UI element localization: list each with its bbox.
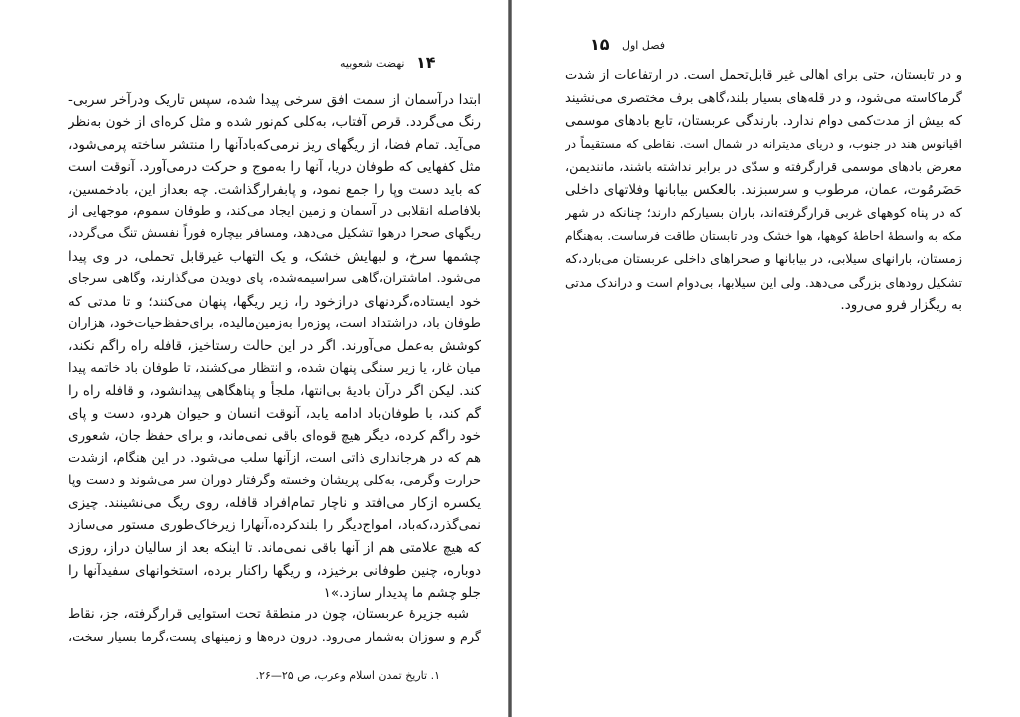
text-line: خود ایستاده،گردنهای درازخود را، زیر ریگها، پنهان می‌کنند؛ و تا مدتی که [68,293,481,310]
text-line: می‌آید. تمام فضا، از ریگهای ریز نرمی‌که‌بادآنها را منتشر ساخته پرمی‌شود، [68,136,481,153]
footnote: ۱. تاریخ تمدن اسلام وعرب، ص ۲۵—۲۶. [255,669,440,682]
text-line: تشکیل رودهای بزرگی می‌دهد. ولی این سیلابها، بی‌دوام است و دراندک مدتی [565,275,962,290]
text-line: مکه به واسطهٔ احاطهٔ کوهها، هوا خشک ودر تابستان طاقت فرساست. به‌هنگام [565,229,962,243]
text-line-paragraph-start: شبه جزیرهٔ عربستان، چون در منطقهٔ تحت استوایی قرارگرفته، جز، نقاط [68,607,469,623]
left-text-column [68,89,481,649]
right-text-column [565,64,962,317]
text-line: مثل کفهایی که طوفان دریا، آنها را به‌موج و حرکت درمی‌آورد. آنوقت است [68,159,481,176]
text-line: اقیانوس هند در جنوب، و دریای مدیترانه در شمال است. نقاطی که مستقیماً در [565,137,962,151]
text-line: معرض بادهای موسمی قرارگرفته و سدّی در برابر نداشته باشند، مانندیمن، [565,160,962,175]
text-line: زمستان، بارانهای سیلابی، در بیابانها و صحراهای داخلی عربستان می‌بارد،که [565,252,962,267]
text-line: ریگهای صحرا درهوا تشکیل می‌دهد، ومسافر بیچاره فوراً نفسش تنگ می‌گردد، [68,226,481,242]
running-head: فصل اول [622,39,665,52]
text-line: هم که در هرجانداری ذاتی است، ازآنها سلب می‌شود. در این هنگام، ازشدت [68,450,481,466]
text-line: چشمها سرخ، و لبهایش خشک، و یک التهاب غیرقابل تحملی، در وی پیدا [68,248,481,265]
text-line: گرم و سوزان به‌شمار می‌رود. درون دره‌ها و زمینهای پست،گرما بسیار سخت، [68,629,481,645]
text-line: بلافاصله انقلابی در آسمان و زمین ایجاد می‌کند، و طوفان سموم، موجهایی از [68,204,481,220]
text-line: خود راگم کرده، دیگر هیچ قوه‌ای باقی نمی‌ماند، و برای حفظ جان، شعوری [68,428,481,445]
page-number: ۱۴ [416,53,436,72]
page-number: ۱۵ [590,35,610,54]
text-line: می‌شود. اماشتران،گاهی سراسیمه‌شده، پای دویدن می‌گذارند، وگاهی سرجای [68,271,481,287]
text-line: میان غار، یا زیر سنگی پنهان شده، و انتظار می‌کشند، تا طوفان باد خاتمه پیدا [68,360,481,376]
text-line: که در پناه کوههای غربی قرارگرفته‌اند، باران بسیارکم دارند؛ چنانکه در شهر [565,206,962,221]
running-head: نهضت شعوبیه [340,57,405,70]
text-line: دوباره، چنین طوفانی برخیزد، و ریگها راکنار برده، استخوانهای سفیدآنها را [68,562,481,579]
text-line: که باید دست وپا را جمع نمود، و پابفرارگذاشت. چه بعداز این، بادخمسین، [68,181,481,198]
text-line: گم کند، با طوفان‌باد ادامه یابد، آنوقت انسان و حیوان هردو، دست و پای [68,405,481,422]
text-line-paragraph-end: به ریگزار فرو می‌رود. [840,297,962,313]
text-line: کوشش به‌عمل می‌آورند. اگر در این حالت رستاخیز، قافله راه راگم نکند، [68,338,481,355]
text-line: طوفان باد، دراشتداد است، پوزه‌را به‌زمین‌مالیده، برای‌حفظ‌حیات‌خود، هزاران [68,316,481,332]
text-line: حرارت وگرمی، به‌کلی پریشان وخسته وگرفتار دوران سر می‌شوند و دست وپا [68,472,481,488]
text-line: یکسره ازکار می‌افتد و ناچار تمام‌افراد قافله، روی ریگ می‌نشینند. چیزی [68,495,481,512]
text-line: که بیش از مدت‌کمی دوام ندارد. بارندگی عربستان، تابع بادهای موسمی [565,113,962,129]
text-line: و در تابستان، حتی برای اهالی غیر قابل‌تحمل است. در ارتفاعات از شدت [565,68,962,83]
text-line: رنگ می‌گردد. قرص آفتاب، به‌کلی کم‌نور شده و مثل کره‌ای از خون به‌نظر [68,114,481,131]
text-line: نمی‌گذرد،که‌باد، امواج‌دیگر را بلندکرده،آنهارا زیرخاک‌طوری مستور می‌سازد [68,517,481,533]
text-line-paragraph-end: جلو چشم ما پدیدار سازد.»۱ [323,584,481,601]
text-line: کند. لیکن اگر درآن بادیهٔ بی‌انتها، ملجأ و پناهگاهی پیدانشود، و قافله راه را [68,383,481,400]
text-line: که هیچ علامتی هم از آنها باقی نمی‌ماند. تا اینکه بعد از سالیان دراز، روزی [68,540,481,557]
text-line: گرماکاسته می‌شود، و در قله‌های بسیار بلند،گاهی برف مختصری می‌نشیند [565,91,962,106]
text-line: حَضَرمُوت، عمان، مرطوب و سرسبزند. بالعکس بیابانها وفلاتهای داخلی [565,182,962,198]
text-line: ابتدا درآسمان از سمت افق سرخی پیدا شده، سپس تاریک ودرآخر سربی- [68,92,481,108]
